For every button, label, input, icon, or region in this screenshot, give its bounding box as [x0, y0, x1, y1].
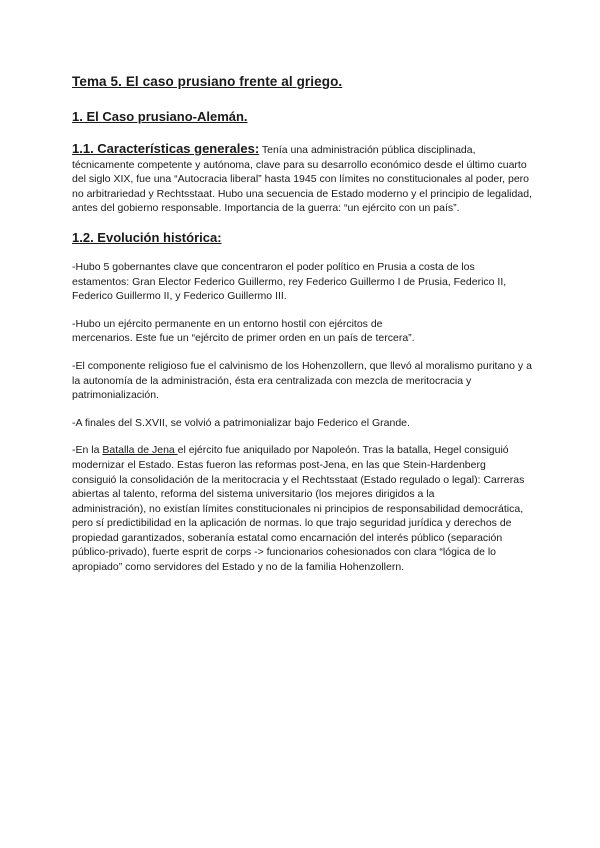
document-title: Tema 5. El caso prusiano frente al griego.	[72, 74, 343, 89]
section-1-1-heading: 1.1. Características generales:	[72, 141, 260, 156]
document-content	[72, 74, 532, 575]
paragraph-jena-prefix: -En la	[72, 444, 103, 457]
paragraph-jena-rest: administración), no existían límites constitucionales ni principios de responsabilidad democrática, pero sí predictibilidad en la aplicación de normas. lo que trajo seguridad jurídica y derechos de propiedad garantizados, soberanía estatal como encarnación del interés público (separación público-privado), fuerte esprit de corps -> funcionarios cohesionados con clara “lógica de lo apropiado” como servidores del Estado y no de la familia Hohenzollern.	[72, 502, 524, 574]
paragraph-ejercito	[72, 317, 532, 346]
paragraph-jena-text: el ejército fue aniquilado por Napoleón. Tras la batalla, Hegel consiguió modernizar el Estado. Estas fueron las reformas post-Jena, en las que Stein-Hardenberg consiguió la consolidación de la meritocracia y el Rechtsstaat (Estado regulado o legal): Carreras abiertas al talento, reforma del sistema universitario (los mejores dirigidos a la	[72, 444, 525, 501]
paragraph-patrimonializar: -A finales del S.XVII, se volvió a patrimonializar bajo Federico el Grande.	[72, 416, 410, 429]
paragraph-religion: -El componente religioso fue el calvinismo de los Hohenzollern, que llevó al moralismo puritano y a la autonomía de la administración, ésta era centralizada con mezcla de meritocracia y patrimonialización.	[72, 359, 532, 402]
section-1-2-heading: 1.2. Evolución histórica:	[72, 229, 222, 245]
paragraph-gobernantes: -Hubo 5 gobernantes clave que concentraron el poder político en Prusia a costa de los estamentos: Gran Elector Federico Guillermo, rey Federico Guillermo I de Prusia, Federico II, Federico Guillermo II, y Federico Guillermo III.	[72, 260, 507, 303]
paragraph-ejercito-line2: mercenarios. Este fue un “ejército de primer orden en un país de tercera”.	[72, 332, 415, 345]
paragraph-ejercito-line1: -Hubo un ejército permanente en un entorno hostil con ejércitos de	[72, 317, 383, 330]
section-1-1-text: Tenía una administración pública disciplinada, técnicamente competente y autónoma, clave para su desarrollo económico desde el último cuarto del siglo XIX, fue una “Autocracia liberal” hasta 1945 con límites no constitucionales al poder, pero no arbitrariedad y Rechtsstaat. Hubo una secuencia de Estado moderno y el principio de legalidad, antes del gobierno responsable. Importancia de la guerra: “un ejército con un país”.	[72, 144, 532, 215]
section-1-heading: 1. El Caso prusiano-Alemán.	[72, 109, 248, 124]
batalla-de-jena-link[interactable]: Batalla de Jena	[102, 444, 178, 457]
paragraph-jena	[72, 443, 532, 574]
section-1-1-paragraph	[72, 142, 532, 216]
